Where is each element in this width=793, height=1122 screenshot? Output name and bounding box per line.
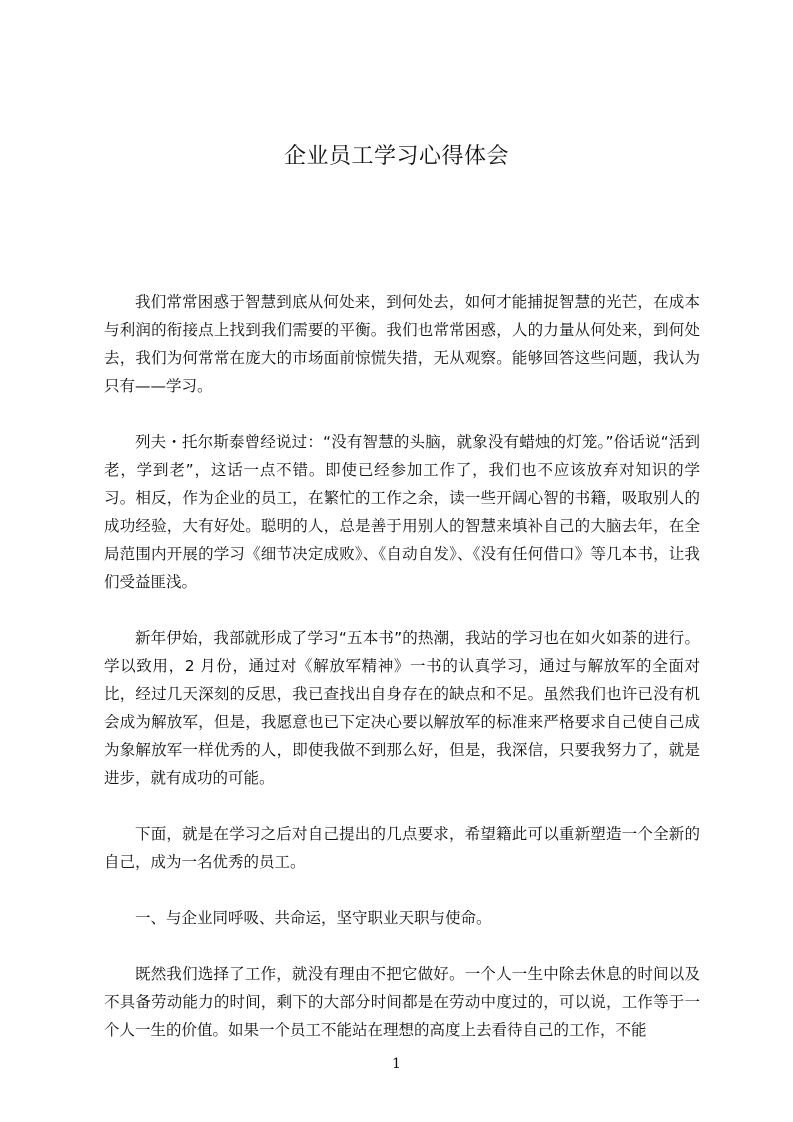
paragraph-1: 我们常常困惑于智慧到底从何处来，到何处去，如何才能捕捉智慧的光芒，在成本与利润的衔接点上找到我们需要的平衡。我们也常常困惑，人的力量从何处来，到何处去，我们为何常常在庞大的市场面前惊慌失措，无从观察。能够回答这些问题，我认为只有——学习。: [104, 293, 700, 395]
paragraph-spacer: [104, 932, 700, 960]
paragraph-2: 列夫・托尔斯泰曾经说过：“没有智慧的头脑，就象没有蜡烛的灯笼。”俗话说“活到老，学到老”，这话一点不错。即使已经参加工作了，我们也不应该放弃对知识的学习。相反，作为企业的员工，在繁忙的工作之余，读一些开阔心智的书籍，吸取别人的成功经验，大有好处。聪明的人，总是善于用别人的智慧来填补自己的大脑去年，在全局范围内开展的学习《细节决定成败》、《自动自发》、《没有任何借口》等几本书，让我们受益匪浅。: [104, 433, 700, 591]
section-heading-1: 一、与企业同呼吸、共命运，坚守职业天职与使命。: [135, 909, 492, 927]
paragraph-spacer: [104, 596, 700, 624]
paragraph-spacer: [104, 792, 700, 820]
paragraph-spacer: [104, 400, 700, 428]
paragraph-4: 下面，就是在学习之后对自己提出的几点要求，希望籍此可以重新塑造一个全新的自己，成为一名优秀的员工。: [104, 825, 700, 871]
document-body: [104, 288, 700, 1044]
paragraph-spacer: [104, 876, 700, 904]
paragraph-3: 新年伊始，我部就形成了学习“五本书”的热潮，我站的学习也在如火如荼的进行。学以致用，2 月份，通过对《解放军精神》一书的认真学习，通过与解放军的全面对比，经过几天深刻的反思，我已查找出自身存在的缺点和不足。虽然我们也许已没有机会成为解放军，但是，我愿意也已下定决心要以解放军的标准来严格要求自己使自己成为象解放军一样优秀的人，即使我做不到那么好，但是，我深信，只要我努力了，就是进步，就有成功的可能。: [104, 629, 700, 787]
paragraph-5: 既然我们选择了工作，就没有理由不把它做好。一个人一生中除去休息的时间以及不具备劳动能力的时间，剩下的大部分时间都是在劳动中度过的，可以说，工作等于一个人一生的价值。如果一个员工不能站在理想的高度上去看待自己的工作，不能: [104, 965, 700, 1039]
document-title: 企业员工学习心得体会: [283, 144, 509, 169]
page-number: 1: [392, 1056, 401, 1072]
